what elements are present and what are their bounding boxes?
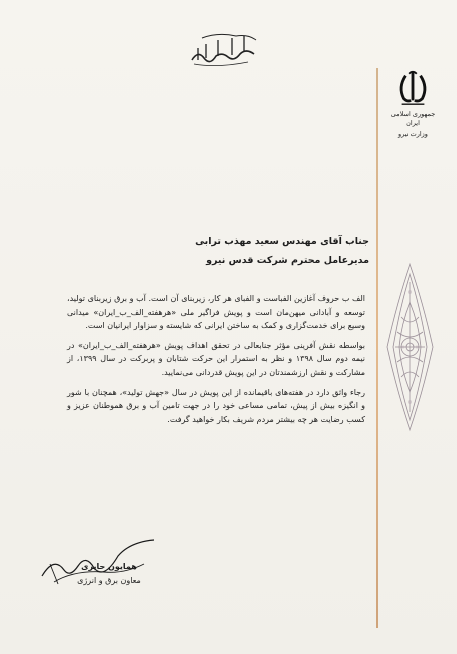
body-paragraph: بواسطه نقش آفرینی مؤثر جنابعالی در تحقق اهداف پویش «هرهفته_الف_ب_ایران» در نیمه دوم سال ۱۳۹۸ و نظر به استمرار این حرکت شتابان و پربرکت در سال ۱۳۹۹، از مشارکت و نقش ارزشمندتان در این پویش قدردانی می‌نمایید. [67,340,366,377]
signatory-block [54,560,164,588]
body-paragraph: الف ب حروف آغازین الفباست و الفبای هر کار، زیربنای آن است. آب و برق زیربنای تولید، توسعه و آبادانی میهن‌مان است و پویش فراگیر ملی «هرهفته_الف_ب_ایران» میدانی وسیع برای خدمت‌گزاری و کمک به ساختن ایرانی که شایسته و سزاوار ایرانیان است. [67,294,365,331]
bismillah-calligraphy [188,30,260,68]
vertical-divider-line [376,68,378,628]
signatory-name: همایون حایری [81,562,137,571]
addressee-block [69,232,369,270]
letter-body [67,292,365,432]
signatory-title: معاون برق و انرژی [77,576,141,585]
ministry-name: وزارت نیرو [398,130,428,138]
iran-emblem-icon [394,68,432,108]
addressee-name: جناب آقای مهندس سعید مهذب ترابی [195,236,369,247]
ministry-header [383,68,443,139]
body-paragraph: رجاء واثق دارد در هفته‌های باقیمانده از این پویش در سال «جهش تولید»، همچنان با شور و انگیزه بیش از پیش، تمامی مساعی خود را در جهت تامین آب و برق هموطنان عزیز و کسب رضایت هر چه بیشتر مردم شریف بکار خواهید گرفت. [67,387,365,424]
country-name: جمهوری اسلامی ایران [390,110,436,127]
addressee-position: مدیرعامل محترم شرکت قدس نیرو [206,255,369,266]
persian-ornament [383,262,437,432]
